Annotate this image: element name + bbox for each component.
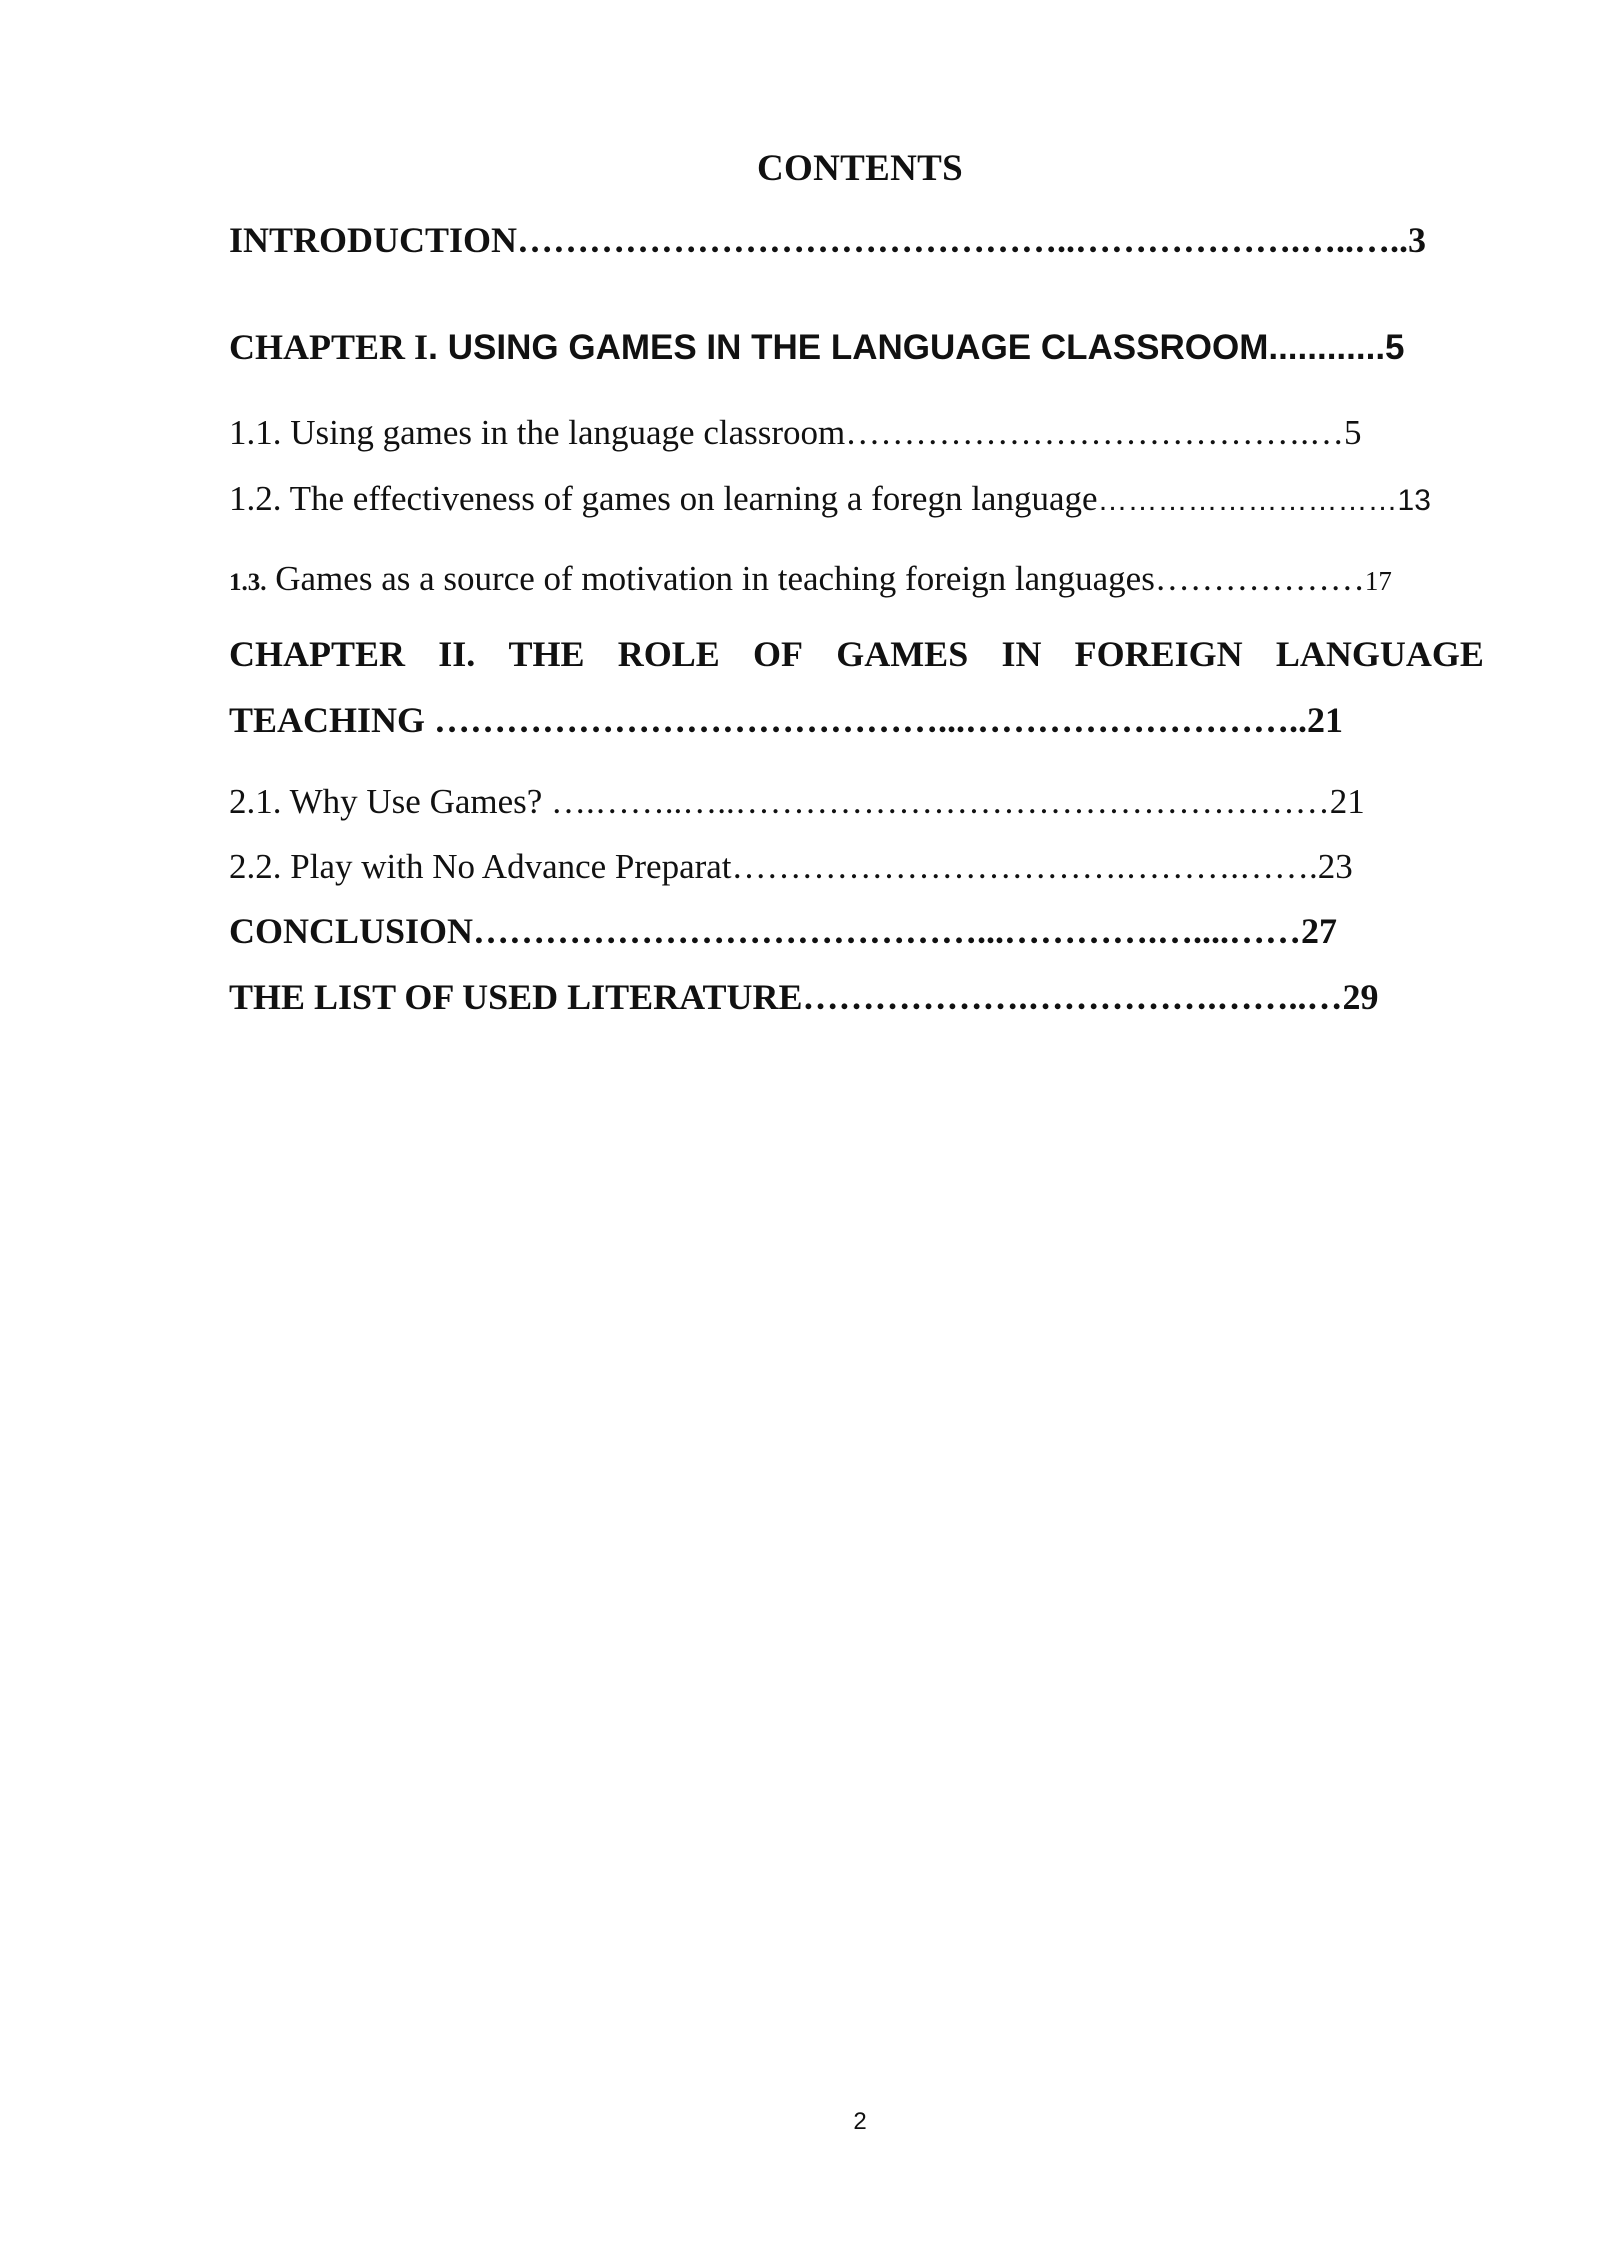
section-1-2-leader: …………………………13 (1097, 484, 1431, 517)
toc-entry-1-1: 1.1. Using games in the language classroom………………………………….…5 (229, 413, 1362, 452)
chapter-2-word: OF (752, 634, 803, 674)
chapter-2-word: CHAPTER (229, 634, 406, 674)
section-1-2-title: 1.2. The effectiveness of games on learning a foregn language (229, 479, 1098, 518)
page-number: 2 (853, 2108, 867, 2135)
toc-entry-chapter-2-continued: TEACHING ……………………………………...………………………..21 (229, 700, 1344, 740)
chapter-1-title: USING GAMES IN THE LANGUAGE CLASSROOM............5 (438, 328, 1405, 367)
chapter-2-word: ROLE (617, 634, 720, 674)
chapter-2-word: IN (1001, 634, 1042, 674)
chapter-2-word: FOREIGN (1074, 634, 1243, 674)
chapter-1-label: CHAPTER I (229, 327, 429, 367)
section-1-3-page: 17 (1364, 566, 1392, 596)
toc-entry-introduction: INTRODUCTION………………………………………..……………….…..…..3 (229, 220, 1427, 260)
chapter-2-word: LANGUAGE (1275, 634, 1484, 674)
chapter-2-word: II. (438, 634, 476, 674)
toc-entry-2-1: 2.1. Why Use Games? ….……..…..……………………………………………21 (229, 782, 1365, 821)
toc-entry-2-2: 2.2. Play with No Advance Preparat…………………………….……….…….23 (229, 847, 1353, 886)
section-1-3-number: 1.3. (229, 569, 267, 596)
toc-entry-chapter-2 (229, 636, 1484, 672)
toc-entry-1-3 (229, 561, 1392, 596)
toc-entry-1-2 (229, 481, 1431, 516)
chapter-2-word: THE (508, 634, 585, 674)
contents-title: CONTENTS (757, 148, 963, 189)
toc-entry-conclusion: CONCLUSION……………………………………...………….…....……27 (229, 911, 1338, 951)
chapter-2-word: GAMES (836, 634, 969, 674)
section-1-3-title: Games as a source of motivation in teaching foreign languages……………… (266, 559, 1365, 598)
chapter-1-separator: . (428, 326, 439, 367)
toc-entry-chapter-1 (229, 326, 1405, 367)
toc-entry-literature: THE LIST OF USED LITERATURE……………….…………….……..…29 (229, 977, 1379, 1017)
